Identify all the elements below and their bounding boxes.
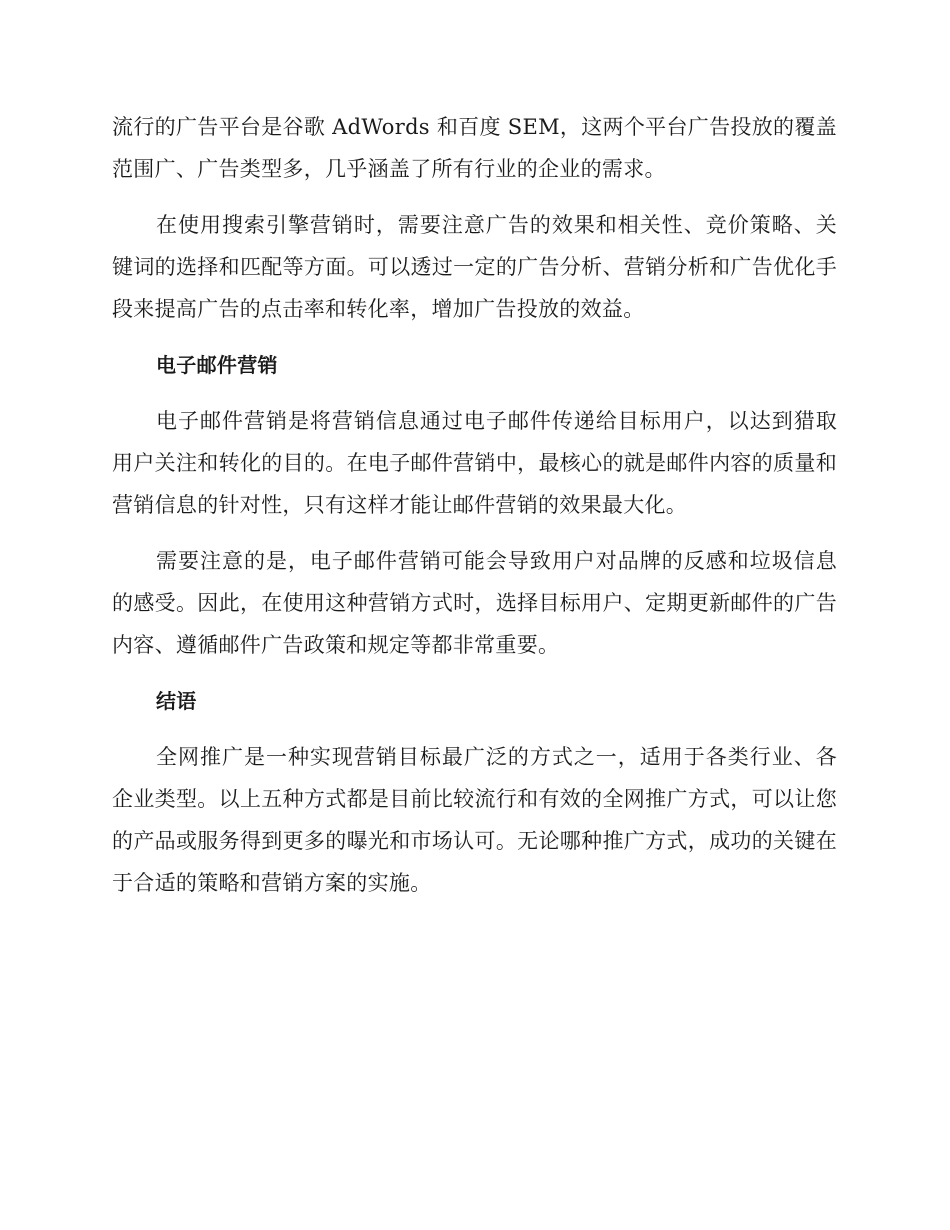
document-body [112, 106, 837, 918]
paragraph-email-marketing-intro: 电子邮件营销是将营销信息通过电子邮件传递给目标用户，以达到猎取用户关注和转化的目的。在电子邮件营销中，最核心的就是邮件内容的质量和营销信息的针对性，只有这样才能让邮件营销的效果最大化。 [112, 409, 837, 517]
paragraph-sem-notes: 在使用搜索引擎营销时，需要注意广告的效果和相关性、竞价策略、关键词的选择和匹配等方面。可以透过一定的广告分析、营销分析和广告优化手段来提高广告的点击率和转化率，增加广告投放的效益。 [112, 213, 837, 321]
section-heading-email-marketing: 电子邮件营销 [156, 353, 278, 377]
section-heading-conclusion: 结语 [156, 689, 197, 713]
paragraph-ad-platforms: 流行的广告平台是谷歌 AdWords 和百度 SEM，这两个平台广告投放的覆盖范围广、广告类型多，几乎涵盖了所有行业的企业的需求。 [112, 115, 837, 181]
paragraph-email-marketing-caution: 需要注意的是，电子邮件营销可能会导致用户对品牌的反感和垃圾信息的感受。因此，在使用这种营销方式时，选择目标用户、定期更新邮件的广告内容、遵循邮件广告政策和规定等都非常重要。 [112, 549, 837, 657]
paragraph-conclusion: 全网推广是一种实现营销目标最广泛的方式之一，适用于各类行业、各企业类型。以上五种方式都是目前比较流行和有效的全网推广方式，可以让您的产品或服务得到更多的曝光和市场认可。无论哪种推广方式，成功的关键在于合适的策略和营销方案的实施。 [112, 745, 837, 895]
